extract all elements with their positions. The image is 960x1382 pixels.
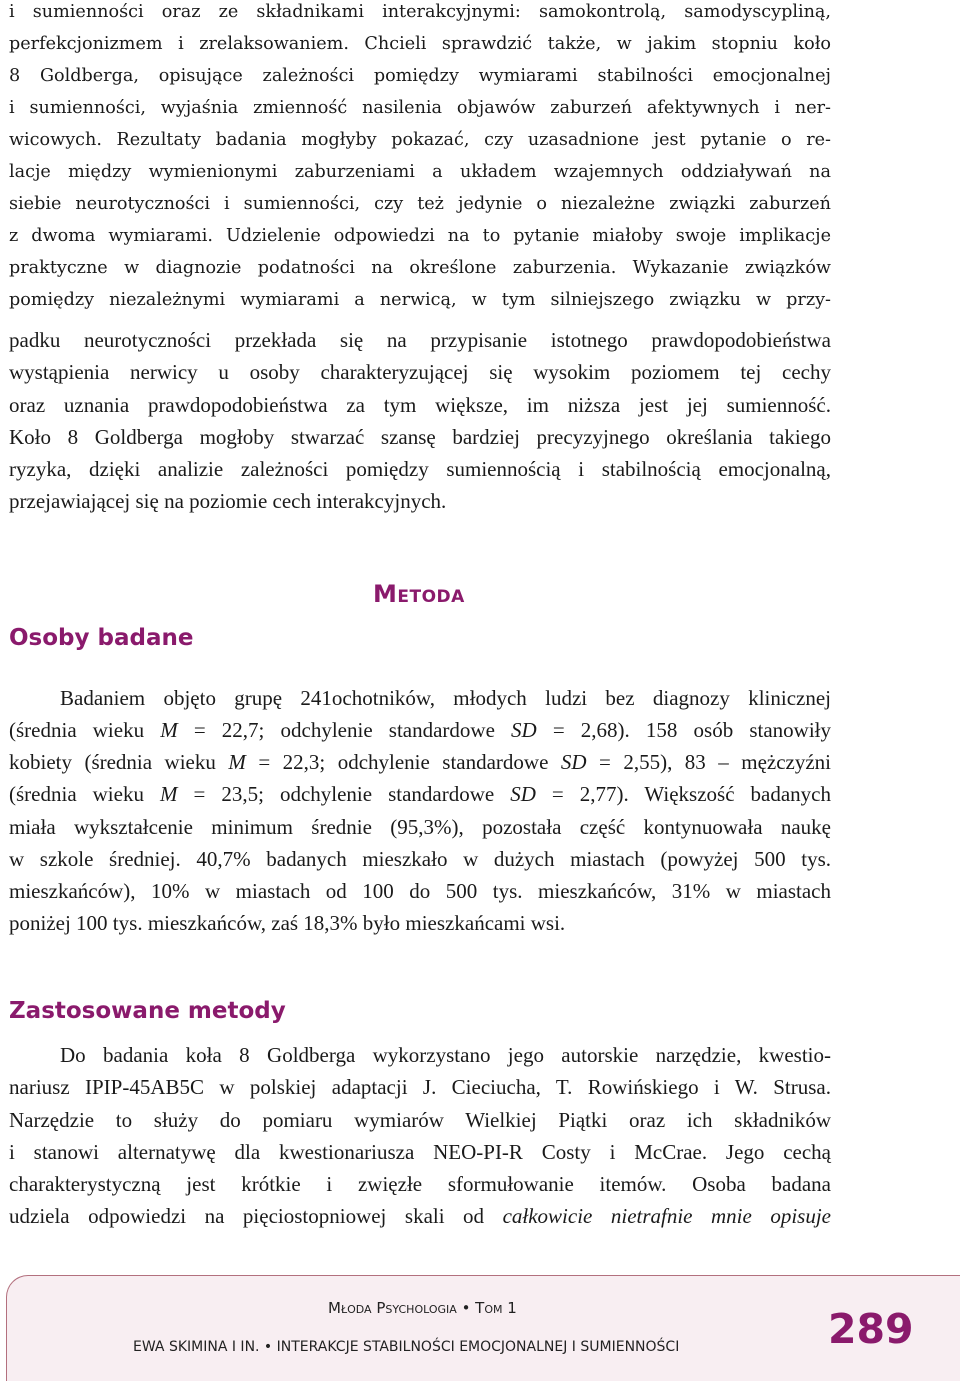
intro-line: pomiędzy niezależnymi wymiarami a nerwicą, w tym silniejszego związku w przy- xyxy=(9,290,831,310)
page-number: 289 xyxy=(828,1305,914,1353)
heading-zastosowane-metody: Zastosowane metody xyxy=(9,998,286,1024)
osoby-line: mieszkańców), 10% w miastach od 100 do 500 tys. mieszkańców, 31% w miastach xyxy=(9,879,831,903)
footer-journal: Młoda Psychologia • Tom 1 xyxy=(328,1299,517,1317)
osoby-line: w szkole średniej. 40,7% badanych mieszkało w dużych miastach (powyżej 500 tys. xyxy=(9,847,831,871)
metody-line: i stanowi alternatywę dla kwestionariusza NEO-PI-R Costy i McCrae. Jego cechą xyxy=(9,1140,831,1164)
intro-line: padku neurotyczności przekłada się na przypisanie istotnego prawdopodobieństwa xyxy=(9,328,831,352)
page-footer xyxy=(6,1275,960,1381)
heading-osoby-badane: Osoby badane xyxy=(9,625,194,651)
metody-line: charakterystyczną jest krótkie i zwięzłe sformułowanie itemów. Osoba badana xyxy=(9,1172,831,1196)
intro-line: i sumienności oraz ze składnikami interakcyjnymi: samokontrolą, samodyscypliną, xyxy=(9,2,831,22)
intro-line: 8 Goldberga, opisujące zależności pomiędzy wymiarami stabilności emocjonalnej xyxy=(9,66,831,86)
osoby-line: Badaniem objęto grupę 241ochotników, młodych ludzi bez diagnozy klinicznej xyxy=(60,686,831,710)
metody-line: Narzędzie to służy do pomiaru wymiarów Wielkiej Piątki oraz ich składników xyxy=(9,1108,831,1132)
intro-line: ryzyka, dzięki analizie zależności pomiędzy sumiennością i stabilnością emocjonalną, xyxy=(9,457,831,481)
metody-line: Do badania koła 8 Goldberga wykorzystano jego autorskie narzędzie, kwestio- xyxy=(60,1043,831,1067)
intro-line: przejawiającej się na poziomie cech interakcyjnych. xyxy=(9,489,447,513)
intro-line: i sumienności, wyjaśnia zmienność nasilenia objawów zaburzeń afektywnych i ner- xyxy=(9,98,831,118)
intro-line: z dwoma wymiarami. Udzielenie odpowiedzi na to pytanie miałoby swoje implikacje xyxy=(9,226,831,246)
intro-line: oraz uznania prawdopodobieństwa za tym większe, im niższa jest jej sumienność. xyxy=(9,393,831,417)
intro-line: lacje między wymienionymi zaburzeniami a układem wzajemnych oddziaływań na xyxy=(9,162,831,182)
osoby-line: (średnia wieku M = 22,7; odchylenie standardowe SD = 2,68). 158 osób stanowiły xyxy=(9,718,831,742)
metody-line: nariusz IPIP-45AB5C w polskiej adaptacji J. Cieciucha, T. Rowińskiego i W. Strusa. xyxy=(9,1075,831,1099)
intro-line: siebie neurotyczności i sumienności, czy też jedynie o niezależne związki zaburzeń xyxy=(9,194,831,214)
osoby-line: (średnia wieku M = 23,5; odchylenie standardowe SD = 2,77). Większość badanych xyxy=(9,782,831,806)
osoby-line: poniżej 100 tys. mieszkańców, zaś 18,3% było mieszkańcami wsi. xyxy=(9,911,566,935)
intro-line: perfekcjonizmem i zrelaksowaniem. Chcieli sprawdzić także, w jakim stopniu koło xyxy=(9,34,831,54)
intro-line: wystąpienia nerwicy u osoby charakteryzującej się wysokim poziomem tej cechy xyxy=(9,360,831,384)
osoby-line: miała wykształcenie minimum średnie (95,3%), pozostała część kontynuowała naukę xyxy=(9,815,831,839)
intro-line: praktyczne w diagnozie podatności na określone zaburzenia. Wykazanie związków xyxy=(9,258,831,278)
footer-authors-title: EWA SKIMINA I IN. • INTERAKCJE STABILNOŚCI EMOCJONALNEJ I SUMIENNOŚCI xyxy=(133,1339,680,1355)
section-title-metoda: Metoda xyxy=(373,580,465,608)
intro-line: Koło 8 Goldberga mogłoby stwarzać szansę bardziej precyzyjnego określania takiego xyxy=(9,425,831,449)
intro-line: wicowych. Rezultaty badania mogłyby pokazać, czy uzasadnione jest pytanie o re- xyxy=(9,130,831,150)
metody-line: udziela odpowiedzi na pięciostopniowej skali od całkowicie nietrafnie mnie opisuje xyxy=(9,1204,831,1228)
osoby-line: kobiety (średnia wieku M = 22,3; odchylenie standardowe SD = 2,55), 83 – mężczyźni xyxy=(9,750,832,774)
